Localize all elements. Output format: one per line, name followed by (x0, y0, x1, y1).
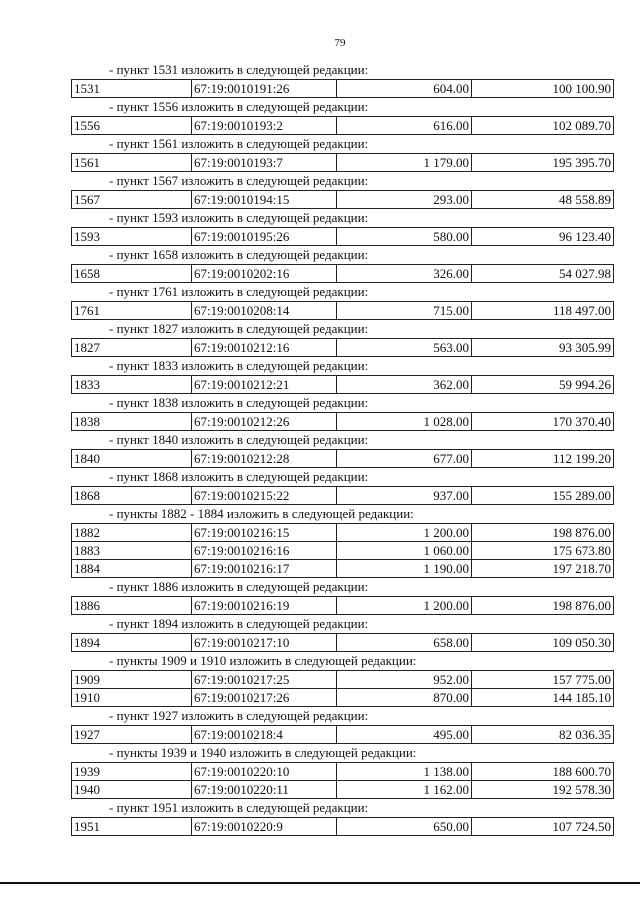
area-cell: 715.00 (337, 302, 472, 320)
area-cell: 952.00 (337, 671, 472, 689)
value-cell: 198 876.00 (472, 524, 614, 542)
amendment-table (71, 153, 614, 172)
value-cell: 107 724.50 (472, 818, 614, 836)
value-cell: 188 600.70 (472, 763, 614, 781)
amendment-table (71, 449, 614, 468)
table-row (72, 339, 614, 357)
item-number-cell: 1593 (72, 228, 192, 246)
table-row (72, 560, 614, 578)
area-cell: 870.00 (337, 689, 472, 707)
value-cell: 144 185.10 (472, 689, 614, 707)
amendment-block (71, 744, 614, 799)
item-number-cell: 1833 (72, 376, 192, 394)
value-cell: 157 775.00 (472, 671, 614, 689)
item-number-cell: 1531 (72, 80, 192, 98)
amendment-heading: - пункт 1567 изложить в следующей редакции: (109, 173, 369, 188)
value-cell: 195 395.70 (472, 154, 614, 172)
cadastral-number-cell: 67:19:0010220:9 (192, 818, 337, 836)
amendment-table (71, 633, 614, 652)
value-cell: 118 497.00 (472, 302, 614, 320)
amendment-table (71, 596, 614, 615)
table-row (72, 191, 614, 209)
amendment-block (71, 357, 614, 394)
amendment-heading: - пункт 1561 изложить в следующей редакции: (109, 136, 369, 151)
amendment-heading: - пункт 1761 изложить в следующей редакции: (109, 284, 369, 299)
amendment-block (71, 172, 614, 209)
item-number-cell: 1884 (72, 560, 192, 578)
item-number-cell: 1894 (72, 634, 192, 652)
amendment-heading: - пункт 1658 изложить в следующей редакции: (109, 247, 369, 262)
area-cell: 362.00 (337, 376, 472, 394)
amendment-heading: - пункт 1927 изложить в следующей редакции: (109, 708, 369, 723)
cadastral-number-cell: 67:19:0010195:26 (192, 228, 337, 246)
amendment-table (71, 725, 614, 744)
amendment-block (71, 246, 614, 283)
value-cell: 82 036.35 (472, 726, 614, 744)
item-number-cell: 1882 (72, 524, 192, 542)
amendment-table (71, 762, 614, 799)
cadastral-number-cell: 67:19:0010217:10 (192, 634, 337, 652)
amendment-heading: - пункт 1951 изложить в следующей редакции: (109, 800, 369, 815)
cadastral-number-cell: 67:19:0010212:21 (192, 376, 337, 394)
table-row (72, 781, 614, 799)
item-number-cell: 1910 (72, 689, 192, 707)
amendment-block (71, 505, 614, 578)
value-cell: 102 089.70 (472, 117, 614, 135)
amendment-heading: - пункты 1939 и 1940 изложить в следующей редакции: (109, 745, 417, 760)
table-row (72, 302, 614, 320)
area-cell: 1 200.00 (337, 524, 472, 542)
amendment-block (71, 707, 614, 744)
amendment-heading: - пункт 1531 изложить в следующей редакции: (109, 62, 369, 77)
amendment-heading: - пункт 1894 изложить в следующей редакции: (109, 616, 369, 631)
area-cell: 616.00 (337, 117, 472, 135)
amendment-heading: - пункт 1886 изложить в следующей редакции: (109, 579, 369, 594)
table-row (72, 689, 614, 707)
item-number-cell: 1556 (72, 117, 192, 135)
document-body (71, 61, 614, 836)
amendment-heading: - пункты 1882 - 1884 изложить в следующей редакции: (109, 506, 414, 521)
amendment-block (71, 283, 614, 320)
amendment-heading: - пункт 1840 изложить в следующей редакции: (109, 432, 369, 447)
table-row (72, 726, 614, 744)
value-cell: 100 100.90 (472, 80, 614, 98)
value-cell: 198 876.00 (472, 597, 614, 615)
cadastral-number-cell: 67:19:0010216:17 (192, 560, 337, 578)
value-cell: 175 673.80 (472, 542, 614, 560)
item-number-cell: 1940 (72, 781, 192, 799)
area-cell: 1 179.00 (337, 154, 472, 172)
item-number-cell: 1827 (72, 339, 192, 357)
value-cell: 155 289.00 (472, 487, 614, 505)
table-row (72, 450, 614, 468)
area-cell: 1 200.00 (337, 597, 472, 615)
item-number-cell: 1951 (72, 818, 192, 836)
amendment-block (71, 394, 614, 431)
cadastral-number-cell: 67:19:0010216:15 (192, 524, 337, 542)
item-number-cell: 1939 (72, 763, 192, 781)
area-cell: 937.00 (337, 487, 472, 505)
table-row (72, 228, 614, 246)
cadastral-number-cell: 67:19:0010193:2 (192, 117, 337, 135)
value-cell: 48 558.89 (472, 191, 614, 209)
area-cell: 658.00 (337, 634, 472, 652)
amendment-block (71, 98, 614, 135)
amendment-table (71, 301, 614, 320)
value-cell: 112 199.20 (472, 450, 614, 468)
area-cell: 1 028.00 (337, 413, 472, 431)
amendment-heading: - пункт 1838 изложить в следующей редакции: (109, 395, 369, 410)
item-number-cell: 1658 (72, 265, 192, 283)
table-row (72, 117, 614, 135)
table-row (72, 763, 614, 781)
cadastral-number-cell: 67:19:0010193:7 (192, 154, 337, 172)
value-cell: 59 994.26 (472, 376, 614, 394)
table-row (72, 524, 614, 542)
cadastral-number-cell: 67:19:0010194:15 (192, 191, 337, 209)
cadastral-number-cell: 67:19:0010208:14 (192, 302, 337, 320)
amendment-heading: - пункт 1593 изложить в следующей редакции: (109, 210, 369, 225)
item-number-cell: 1561 (72, 154, 192, 172)
area-cell: 563.00 (337, 339, 472, 357)
cadastral-number-cell: 67:19:0010216:16 (192, 542, 337, 560)
table-row (72, 154, 614, 172)
amendment-block (71, 652, 614, 707)
amendment-block (71, 209, 614, 246)
cadastral-number-cell: 67:19:0010217:25 (192, 671, 337, 689)
item-number-cell: 1868 (72, 487, 192, 505)
area-cell: 1 138.00 (337, 763, 472, 781)
value-cell: 54 027.98 (472, 265, 614, 283)
area-cell: 604.00 (337, 80, 472, 98)
area-cell: 495.00 (337, 726, 472, 744)
area-cell: 1 060.00 (337, 542, 472, 560)
amendment-table (71, 375, 614, 394)
amendment-table (71, 412, 614, 431)
table-row (72, 542, 614, 560)
item-number-cell: 1927 (72, 726, 192, 744)
table-row (72, 671, 614, 689)
amendment-table (71, 338, 614, 357)
amendment-block (71, 61, 614, 98)
cadastral-number-cell: 67:19:0010212:28 (192, 450, 337, 468)
item-number-cell: 1761 (72, 302, 192, 320)
cadastral-number-cell: 67:19:0010218:4 (192, 726, 337, 744)
value-cell: 170 370.40 (472, 413, 614, 431)
area-cell: 650.00 (337, 818, 472, 836)
page-bottom-rule (0, 882, 640, 884)
table-row (72, 376, 614, 394)
cadastral-number-cell: 67:19:0010215:22 (192, 487, 337, 505)
amendment-table (71, 523, 614, 578)
area-cell: 1 190.00 (337, 560, 472, 578)
amendment-block (71, 431, 614, 468)
table-row (72, 487, 614, 505)
table-row (72, 80, 614, 98)
amendment-block (71, 799, 614, 836)
amendment-table (71, 670, 614, 707)
amendment-block (71, 468, 614, 505)
amendment-table (71, 116, 614, 135)
amendment-block (71, 615, 614, 652)
item-number-cell: 1567 (72, 191, 192, 209)
amendment-heading: - пункт 1827 изложить в следующей редакции: (109, 321, 369, 336)
item-number-cell: 1909 (72, 671, 192, 689)
area-cell: 1 162.00 (337, 781, 472, 799)
value-cell: 109 050.30 (472, 634, 614, 652)
amendment-table (71, 190, 614, 209)
amendment-table (71, 817, 614, 836)
amendment-block (71, 578, 614, 615)
table-row (72, 413, 614, 431)
amendment-heading: - пункт 1868 изложить в следующей редакции: (109, 469, 369, 484)
amendment-block (71, 135, 614, 172)
amendment-table (71, 79, 614, 98)
area-cell: 293.00 (337, 191, 472, 209)
area-cell: 326.00 (337, 265, 472, 283)
area-cell: 677.00 (337, 450, 472, 468)
item-number-cell: 1840 (72, 450, 192, 468)
cadastral-number-cell: 67:19:0010217:26 (192, 689, 337, 707)
value-cell: 93 305.99 (472, 339, 614, 357)
cadastral-number-cell: 67:19:0010220:10 (192, 763, 337, 781)
cadastral-number-cell: 67:19:0010220:11 (192, 781, 337, 799)
table-row (72, 634, 614, 652)
amendment-heading: - пункты 1909 и 1910 изложить в следующей редакции: (109, 653, 417, 668)
amendment-heading: - пункт 1833 изложить в следующей редакции: (109, 358, 369, 373)
item-number-cell: 1886 (72, 597, 192, 615)
cadastral-number-cell: 67:19:0010202:16 (192, 265, 337, 283)
item-number-cell: 1838 (72, 413, 192, 431)
amendment-heading: - пункт 1556 изложить в следующей редакции: (109, 99, 369, 114)
amendment-table (71, 264, 614, 283)
table-row (72, 265, 614, 283)
amendment-block (71, 320, 614, 357)
area-cell: 580.00 (337, 228, 472, 246)
item-number-cell: 1883 (72, 542, 192, 560)
cadastral-number-cell: 67:19:0010212:26 (192, 413, 337, 431)
amendment-table (71, 227, 614, 246)
cadastral-number-cell: 67:19:0010216:19 (192, 597, 337, 615)
table-row (72, 818, 614, 836)
cadastral-number-cell: 67:19:0010191:26 (192, 80, 337, 98)
cadastral-number-cell: 67:19:0010212:16 (192, 339, 337, 357)
value-cell: 197 218.70 (472, 560, 614, 578)
amendment-table (71, 486, 614, 505)
value-cell: 96 123.40 (472, 228, 614, 246)
value-cell: 192 578.30 (472, 781, 614, 799)
table-row (72, 597, 614, 615)
page-number: 79 (334, 37, 346, 49)
